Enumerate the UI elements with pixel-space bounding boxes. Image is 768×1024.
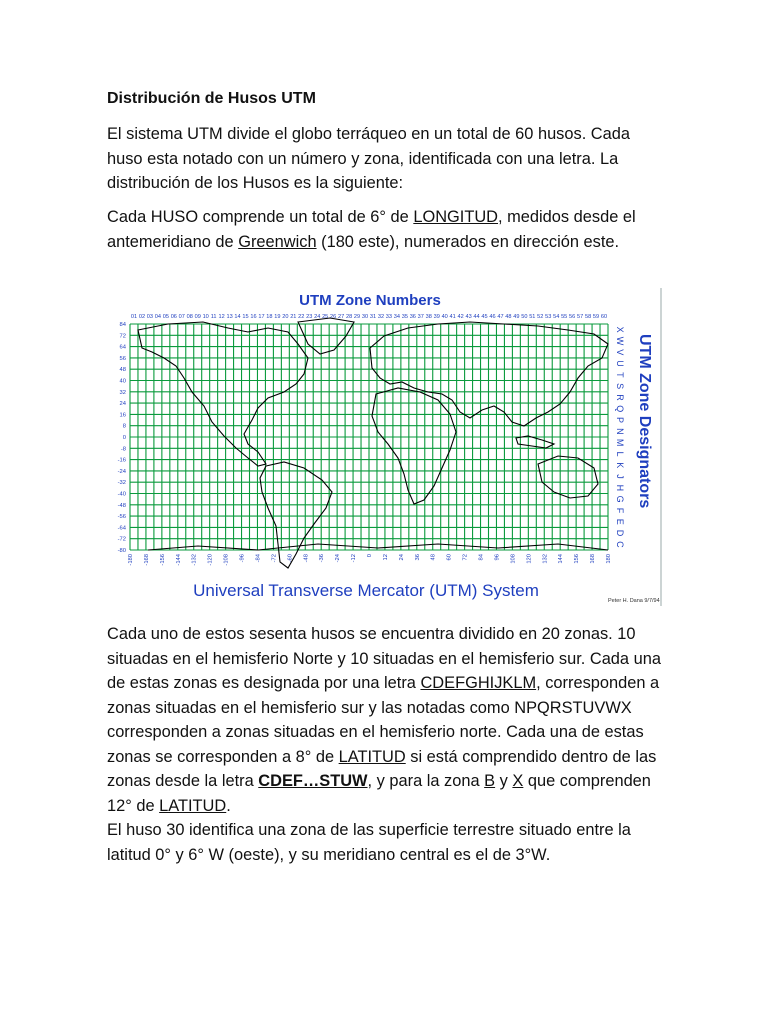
zone-designator-label: M [615, 438, 625, 447]
utm-grid [130, 324, 608, 550]
text-span: Cada HUSO comprende un total de 6° de [107, 208, 414, 226]
huso-30-paragraph: El huso 30 identifica una zona de las superficie terrestre situado entre la latitud 0° y 6° W (oeste), y su meridiano central es el de 3°W. [107, 821, 631, 864]
longitude-label: -144 [175, 554, 182, 566]
zone-number-label: 24 [314, 314, 321, 320]
zone-number-label: 21 [290, 314, 297, 320]
latitude-label: 64 [119, 344, 126, 351]
zone-number-label: 59 [592, 314, 600, 320]
longitude-label: 156 [574, 554, 581, 564]
zone-number-label: 53 [545, 314, 552, 320]
latitude-label: 56 [119, 355, 126, 362]
latitude-label: -16 [117, 457, 126, 464]
latitude-label: 72 [119, 333, 126, 340]
longitude-label: 12 [382, 554, 389, 561]
zone-designator-label: Q [615, 405, 625, 413]
latitude-label: 48 [119, 367, 126, 374]
zone-number-label: 43 [465, 314, 472, 320]
zone-number-label: 23 [306, 314, 313, 320]
zone-number-label: 30 [361, 314, 369, 320]
longitude-label: -12 [351, 554, 358, 563]
latitude-label: -32 [117, 480, 126, 487]
text-span: y [495, 772, 513, 790]
zone-number-label: 39 [433, 314, 440, 320]
longitude-label: -156 [159, 554, 166, 566]
zone-number-label: 16 [250, 314, 257, 320]
zone-designator-label: P [615, 417, 625, 424]
zone-number-label: 48 [505, 314, 512, 320]
zone-number-label: 44 [473, 314, 480, 320]
zone-number-label: 05 [162, 314, 169, 320]
longitude-label: 120 [526, 554, 533, 564]
zone-number-label: 07 [178, 314, 185, 320]
zone-designator-label: U [615, 360, 625, 367]
longitude-label: -24 [335, 554, 342, 563]
latitude-label: 84 [119, 322, 126, 328]
zone-number-label: 35 [401, 314, 408, 320]
zone-number-label: 49 [513, 314, 520, 320]
longitude-label: 168 [590, 554, 597, 564]
zone-designator-label: D [615, 529, 625, 537]
zone-number-label: 12 [218, 314, 225, 320]
zone-x-link[interactable]: X [512, 772, 524, 790]
zone-number-label: 08 [186, 314, 193, 320]
zone-number-label: 37 [417, 314, 424, 320]
longitude-label: -180 [128, 554, 134, 566]
figure-title: UTM Zone Numbers [299, 292, 441, 309]
latitude-label: -80 [117, 548, 126, 554]
greenwich-link[interactable]: Greenwich [238, 232, 317, 251]
zone-designator-label: V [615, 349, 625, 356]
zone-number-label: 26 [330, 314, 337, 320]
latitude-label: 40 [119, 378, 126, 385]
cdefghijklm-link[interactable]: CDEFGHIJKLM [420, 674, 537, 692]
zone-designator-label: L [615, 451, 625, 457]
text-span: , y para la zona [367, 772, 485, 790]
latitude-label: -64 [117, 525, 126, 532]
longitude-label: -120 [207, 554, 214, 566]
zone-number-label: 14 [234, 314, 241, 320]
zone-number-label: 19 [274, 314, 281, 320]
zone-number-label: 60 [600, 314, 608, 320]
latitude-label: -8 [120, 446, 126, 453]
longitude-label: -108 [223, 554, 230, 566]
zone-number-label: 47 [497, 314, 504, 320]
zone-number-label: 50 [521, 314, 528, 320]
zone-number-label: 28 [345, 314, 353, 320]
zone-number-label: 45 [481, 314, 488, 320]
zone-designator-label: R [615, 394, 625, 401]
longitude-label: -36 [319, 554, 326, 563]
intro-paragraph: El sistema UTM divide el globo terráqueo en un total de 60 husos. Cada huso esta notado con un número y zona, identificada con una letra. La distribución de los Husos es la siguiente: [107, 125, 630, 192]
figure-bottom-title: Universal Transverse Mercator (UTM) System [193, 581, 539, 600]
longitude-label: 144 [558, 554, 565, 564]
longitude-label: 96 [494, 554, 501, 561]
zone-number-label: 52 [537, 314, 544, 320]
utm-zone-map-figure [108, 288, 665, 606]
zone-number-label: 09 [194, 314, 201, 320]
zone-number-label: 41 [449, 314, 456, 320]
longitude-label: 84 [478, 554, 485, 561]
section-heading: Distribución de Husos UTM [107, 90, 316, 107]
longitude-label: 60 [446, 554, 453, 561]
zone-number-label: 04 [154, 314, 162, 320]
zone-designator-label: X [615, 326, 625, 333]
huso-paragraph [107, 205, 667, 254]
latitude-label: -56 [117, 514, 126, 521]
longitud-link[interactable]: LONGITUD [413, 208, 499, 226]
figure-credit: Peter H. Dana 9/7/94 [608, 598, 660, 604]
zone-number-label: 40 [441, 314, 448, 320]
zone-number-label: 15 [242, 314, 249, 320]
longitude-label: -96 [239, 554, 246, 563]
latitude-label: -24 [117, 468, 126, 475]
zone-designator-label: N [615, 428, 625, 435]
zone-number-label: 51 [529, 314, 536, 320]
zone-number-label: 18 [266, 314, 273, 320]
zone-number-label: 42 [457, 314, 464, 320]
zone-number-label: 46 [489, 314, 496, 320]
zone-b-link[interactable]: B [484, 772, 496, 790]
latitude-label: -40 [117, 491, 126, 498]
zone-designator-label: T [615, 372, 625, 378]
zone-number-label: 54 [553, 314, 560, 320]
zone-number-label: 57 [576, 314, 584, 320]
zones-paragraph [107, 622, 667, 818]
text-span: , medidos desde el antemeridiano de [107, 208, 636, 251]
latitud-link-2[interactable]: LATITUD [159, 796, 227, 815]
latitude-label: 16 [119, 412, 126, 419]
zone-number-label: 38 [425, 314, 432, 320]
figure-side-title: UTM Zone Designators [636, 334, 653, 509]
zone-designator-label: K [615, 462, 625, 469]
zone-designator-label: E [615, 518, 625, 525]
latitude-label: -48 [117, 502, 126, 509]
latitude-label: -72 [117, 536, 126, 543]
zone-number-label: 55 [561, 314, 568, 320]
zone-designator-label: W [615, 336, 625, 346]
text-span: . [226, 796, 231, 815]
latitude-label: 0 [122, 435, 126, 441]
zone-designator-label: J [615, 474, 625, 479]
zone-number-label: 58 [584, 314, 592, 320]
zone-number-label: 36 [409, 314, 416, 320]
zone-number-label: 01 [130, 314, 138, 320]
zone-designator-label: H [615, 484, 625, 492]
zone-number-label: 34 [393, 314, 401, 320]
longitude-label: 24 [398, 554, 405, 561]
utm-map-svg [108, 288, 665, 606]
zone-number-label: 06 [170, 314, 177, 320]
zone-number-label: 20 [282, 314, 289, 320]
longitude-label: 108 [510, 554, 517, 564]
longitude-label: 48 [430, 554, 437, 561]
longitude-label: 72 [462, 554, 469, 561]
zone-number-label: 17 [258, 314, 265, 320]
zone-number-label: 22 [298, 314, 305, 320]
zone-designator-label: G [615, 495, 625, 503]
zone-number-label: 10 [202, 314, 209, 320]
zone-number-label: 33 [385, 314, 393, 320]
zone-designator-label: C [615, 541, 625, 548]
text-span: que comprenden 12° de [107, 772, 651, 815]
longitude-label: -132 [191, 554, 198, 566]
longitude-label: -168 [143, 554, 150, 566]
text-span: , corresponden a zonas situadas en el hemisferio sur y las notadas como NPQRSTUVWX corresponden a zonas situadas en el hemisferio norte. Cada una de estas zonas se corresponden a 8° de [107, 674, 660, 766]
longitude-label: -48 [303, 554, 310, 563]
longitude-label: 36 [414, 554, 421, 561]
text-span: (180 este), numerados en dirección este. [316, 232, 620, 251]
zone-number-label: 27 [337, 314, 345, 320]
zone-number-label: 31 [369, 314, 377, 320]
longitude-label: -84 [255, 554, 262, 563]
text-span: si está comprendido dentro de las zonas desde la letra [107, 747, 657, 790]
zone-number-label: 02 [138, 314, 146, 320]
latitude-label: 32 [119, 389, 126, 396]
longitude-label: -72 [271, 554, 278, 563]
zone-designator-label: F [615, 507, 625, 514]
latitude-label: 24 [119, 401, 126, 408]
zone-number-label: 25 [322, 314, 329, 320]
zone-number-label: 29 [353, 314, 361, 320]
zone-number-label: 56 [569, 314, 576, 320]
latitud-link[interactable]: LATITUD [338, 747, 406, 766]
longitude-label: -60 [287, 554, 294, 563]
zone-number-label: 03 [146, 314, 154, 320]
cdef-stuw-link[interactable]: CDEF…STUW [258, 772, 368, 790]
longitude-label: 180 [606, 554, 612, 564]
zone-number-label: 32 [377, 314, 385, 320]
longitude-label: 132 [542, 554, 549, 564]
zone-number-label: 11 [210, 314, 217, 320]
text-span: Cada uno de estos sesenta husos se encuentra dividido en 20 zonas. 10 situadas en el hemisferio Norte y 10 situadas en el hemisferio sur. Cada una de estas zonas es designada por una letra [107, 625, 661, 692]
zone-designator-label: S [615, 383, 625, 390]
latitude-label: 8 [122, 423, 126, 430]
zone-number-label: 13 [226, 314, 233, 320]
longitude-label: 0 [367, 554, 373, 558]
